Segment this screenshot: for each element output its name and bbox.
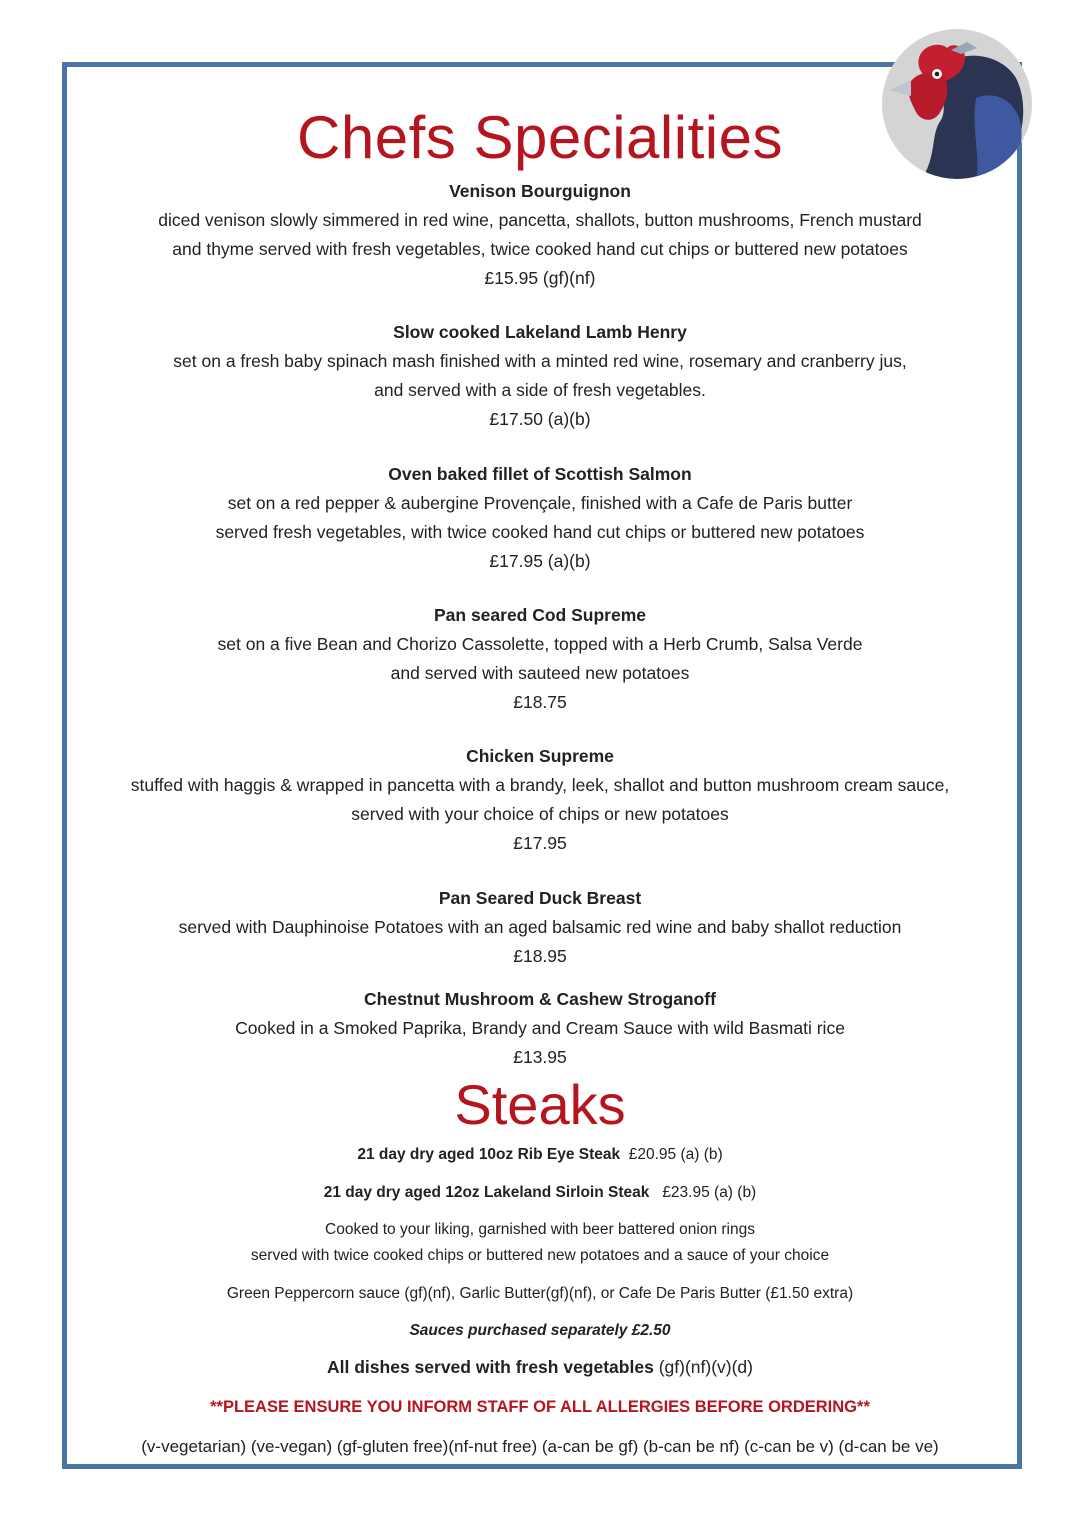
steak-ribeye: [60, 1142, 1020, 1168]
dish-description: and thyme served with fresh vegetables, twice cooked hand cut chips or buttered new potatoes: [172, 239, 908, 259]
dish-description: diced venison slowly simmered in red wine, pancetta, shallots, button mushrooms, French mustard: [158, 210, 922, 230]
sauces-separate-note: Sauces purchased separately £2.50: [409, 1322, 671, 1339]
all-dishes-codes: (gf)(nf)(v)(d): [658, 1357, 753, 1377]
dish-lamb-henry: [90, 318, 990, 434]
steak-description: Cooked to your liking, garnished with beer battered onion rings: [325, 1221, 755, 1238]
dish-description: served with your choice of chips or new potatoes: [351, 804, 729, 824]
dish-price: £17.95 (a)(b): [489, 551, 591, 571]
dish-price: £13.95: [513, 1047, 567, 1067]
dish-description: set on a fresh baby spinach mash finished with a minted red wine, rosemary and cranberry jus,: [173, 351, 907, 371]
all-dishes-note: [60, 1354, 1020, 1380]
dish-name: Chestnut Mushroom & Cashew Stroganoff: [364, 989, 716, 1009]
dish-price: £18.75: [513, 692, 567, 712]
dish-name: Chicken Supreme: [466, 746, 614, 766]
dish-name: Pan Seared Duck Breast: [438, 888, 642, 908]
steak-description: served with twice cooked chips or buttered new potatoes and a sauce of your choice: [250, 1247, 830, 1264]
steaks-heading: Steaks: [454, 1073, 626, 1136]
steak-sirloin: [60, 1180, 1020, 1206]
dish-venison-bourguignon: [90, 177, 990, 293]
dish-price: £18.95: [513, 946, 567, 966]
dish-description: Cooked in a Smoked Paprika, Brandy and Cream Sauce with wild Basmati rice: [235, 1018, 845, 1038]
dish-name: Venison Bourguignon: [449, 181, 631, 201]
sauce-options: Green Peppercorn sauce (gf)(nf), Garlic Butter(gf)(nf), or Cafe De Paris Butter (£1.50 extra): [226, 1285, 854, 1302]
dietary-legend: (v-vegetarian) (ve-vegan) (gf-gluten free)(nf-nut free) (a-can be gf) (b-can be nf) (c-can be v) (d-can be ve): [141, 1437, 939, 1456]
dish-price: £17.50 (a)(b): [489, 409, 591, 429]
dish-description: set on a five Bean and Chorizo Cassolette, topped with a Herb Crumb, Salsa Verde: [217, 634, 863, 654]
dish-description: and served with sauteed new potatoes: [390, 663, 690, 683]
rooster-head-logo-icon: [881, 28, 1033, 180]
steak-name: 21 day dry aged 12oz Lakeland Sirloin Steak: [323, 1184, 650, 1201]
dish-duck-breast: [90, 884, 990, 971]
steak-name: 21 day dry aged 10oz Rib Eye Steak: [357, 1146, 621, 1163]
steak-price: £23.95 (a) (b): [662, 1184, 757, 1201]
dish-name: Oven baked fillet of Scottish Salmon: [388, 464, 692, 484]
steak-price: £20.95 (a) (b): [628, 1146, 723, 1163]
dish-description: served fresh vegetables, with twice cooked hand cut chips or buttered new potatoes: [215, 522, 865, 542]
dish-description: stuffed with haggis & wrapped in pancetta with a brandy, leek, shallot and button mushroom cream sauce,: [130, 775, 950, 795]
dish-description: served with Dauphinoise Potatoes with an aged balsamic red wine and baby shallot reduction: [178, 917, 902, 937]
dish-price: £17.95: [513, 833, 567, 853]
dish-scottish-salmon: [90, 460, 990, 576]
allergy-notice: **PLEASE ENSURE YOU INFORM STAFF OF ALL ALLERGIES BEFORE ORDERING**: [210, 1398, 870, 1416]
page-title: Chefs Specialities: [297, 104, 783, 171]
dish-name: Slow cooked Lakeland Lamb Henry: [393, 322, 687, 342]
dish-mushroom-stroganoff: [90, 985, 990, 1072]
all-dishes-text: All dishes served with fresh vegetables: [327, 1357, 654, 1377]
dish-name: Pan seared Cod Supreme: [433, 605, 647, 625]
dish-cod-supreme: [90, 601, 990, 717]
dish-description: set on a red pepper & aubergine Provençale, finished with a Cafe de Paris butter: [227, 493, 853, 513]
dish-description: and served with a side of fresh vegetables.: [374, 380, 706, 400]
dish-price: £15.95 (gf)(nf): [484, 268, 596, 288]
dish-chicken-supreme: [60, 742, 1020, 858]
